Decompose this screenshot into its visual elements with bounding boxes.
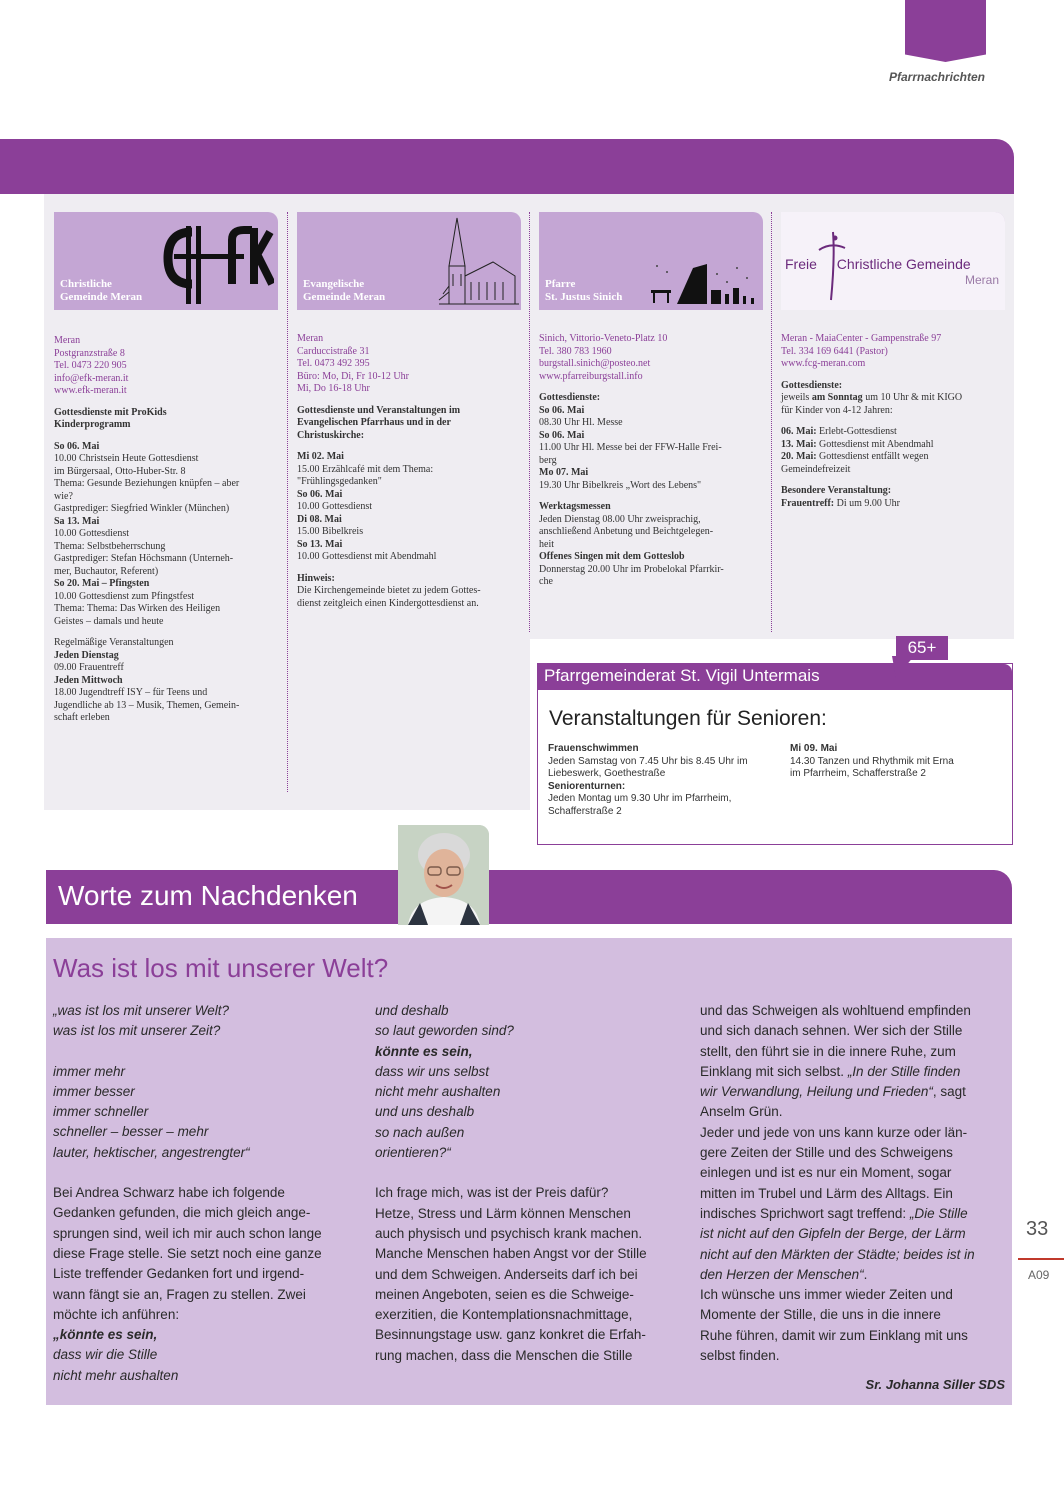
address-block: Sinich, Vittorio-Veneto-Platz 10 Tel. 380 783 1960 burgstall.sinich@posteo.net www.pfarreiburgstall.info <box>539 333 668 382</box>
senior-col-left: Frauenschwimmen Jeden Samstag von 7.45 Uhr bis 8.45 Uhr im Liebeswerk, Goethestraße Seniorenturnen: Jeden Montag um 9.30 Uhr im Pfarrheim, Schafferstraße 2 <box>548 743 748 817</box>
hint-heading: Hinweis: <box>297 572 335 584</box>
card-fcg <box>781 212 1005 310</box>
event-date: Sa 13. Mai <box>54 515 100 527</box>
reflection-heading: Was ist los mit unserer Welt? <box>53 953 389 983</box>
event-date: So 20. Mai – Pfingsten <box>54 578 150 589</box>
efk-logo-icon <box>162 218 274 304</box>
senior-events-box <box>537 663 1013 845</box>
column-divider <box>287 212 288 792</box>
card-title: Pfarre St. Justus Sinich <box>545 278 623 303</box>
heading: Kinderprogramm <box>54 419 131 430</box>
fcg-logo-text: Freie Christliche Gemeinde <box>785 256 971 272</box>
card-evangelisch <box>297 212 521 310</box>
senior-col-right: Mi 09. Mai 14.30 Tanzen und Rhythmik mit Erna im Pfarrheim, Schafferstraße 2 <box>790 743 954 779</box>
card-title: Christliche Gemeinde Meran <box>60 278 143 303</box>
address-block: Meran - MaiaCenter - Gampenstraße 97 Tel. 334 169 6441 (Pastor) www.fcg-meran.com <box>781 333 942 369</box>
subheading: Regelmäßige Veranstaltungen <box>54 637 174 648</box>
column-pfarre: Sinich, Vittorio-Veneto-Platz 10 Tel. 380 783 1960 burgstall.sinich@posteo.net www.pfarreiburgstall.info Gottesdienste: So 06. Mai 08.30 Uhr Hl. Messe So 06. Mai 11.00 Uhr Hl. Messe bei der FFW-Halle Frei- berg Mo 07. Mai 19.30 Uhr Bibelkreis „Wort des Lebens" Werktagsmessen Jeden Dienstag 08.00 Uhr zweisprachig, anschließend Anbetung und Beichtgelegen- heit Offenes Singen mit dem Gotteslob Donnerstag 20.00 Uhr im Probelokal Pfarrkir- che <box>539 333 769 589</box>
column-divider <box>529 212 530 632</box>
church-drawing-icon <box>435 216 521 308</box>
card-efk <box>54 212 278 310</box>
senior-header: Pfarrgemeinderat St. Vigil Untermais <box>538 664 1012 690</box>
senior-title: Veranstaltungen für Senioren: <box>549 707 827 730</box>
column-divider <box>771 212 772 632</box>
section-label: Pfarrnachrichten <box>888 70 985 84</box>
reflection-col-2: und deshalb so laut geworden sind? könnte es sein, dass wir uns selbst nicht mehr aushalten und uns deshalb so nach außen orientieren?“ Ich frage mich, was ist der Preis dafür? Hetze, Stress und Lärm können Menschen auch physisch und psychisch krank machen. Manche Menschen haben Angst vor der Stille und dem Schweigen. Anderseits darf ich bei meinen Angeboten, seien es die Schweige- exerzitien, die Kontemplationsnachmittage, Besinnungstage usw. ganz konkret die Erfah- rung machen, dass die Menschen die Stille <box>375 1003 647 1363</box>
page-number-rule <box>1018 1258 1064 1260</box>
fcg-logo-sub: Meran <box>964 273 999 287</box>
column-evangelisch: Meran Carduccistraße 31 Tel. 0473 492 395 Büro: Mo, Di, Fr 10-12 Uhr Mi, Do 16-18 Uhr Gottesdienste und Veranstaltungen im Evangelischen Pfarrhaus und in der Christuskirche: Mi 02. Mai 15.00 Erzählcafé mit dem Thema: "Frühlingsgedanken" So 06. Mai 10.00 Gottesdienst Di 08. Mai 15.00 Bibelkreis So 13. Mai 10.00 Gottesdienst mit Abendmahl Hinweis: Die Kirchengemeinde bietet zu jedem Gottes- dienst zeitgleich einen Kindergottesdienst an. <box>297 333 525 610</box>
section-tab-marker <box>905 0 986 62</box>
column-fcg: Meran - MaiaCenter - Gampenstraße 97 Tel. 334 169 6441 (Pastor) www.fcg-meran.com Gottesdienste: jeweils am Sonntag um 10 Uhr & mit KIGO für Kinder von 4-12 Jahren: 06. Mai: Erlebt-Gottesdienst 13. Mai: Gottesdienst mit Abendmahl 20. Mai: Gottesdienst entfällt wegen Gemeindefreizeit Besondere Veranstaltung: Frauentreff: Di um 9.00 Uhr <box>781 333 1009 510</box>
event-date: So 06. Mai <box>54 440 100 452</box>
author-signature: Sr. Johanna Siller SDS <box>865 1377 1005 1392</box>
town-silhouette-icon <box>647 256 761 308</box>
heading: Gottesdienste: <box>781 379 843 391</box>
address-block: Meran Carduccistraße 31 Tel. 0473 492 395 Büro: Mo, Di, Fr 10-12 Uhr Mi, Do 16-18 Uhr <box>297 333 409 394</box>
page-code: A09 <box>1028 1268 1050 1282</box>
page-number: 33 <box>1026 1218 1049 1240</box>
card-pfarre <box>539 212 763 310</box>
age-badge: 65+ <box>896 636 948 660</box>
author-photo <box>398 825 489 925</box>
worte-title: Worte zum Nachdenken <box>58 880 358 911</box>
column-efk: Meran Postgranzstraße 8 Tel. 0473 220 905 info@efk-meran.it www.efk-meran.it Gottesdienste mit ProKids Kinderprogramm So 06. Mai 10.00 Christsein Heute Gottesdienst im Bürgersaal, Otto-Huber-Str. 8 Thema: Gesunde Beziehungen knüpfen – aber wie? Gastprediger: Siegfried Winkler (München) Sa 13. Mai 10.00 Gottesdienst Thema: Selbstbeherrschung Gastprediger: Stefan Höchsmann (Unterneh- mer, Buchautor, Referent) So 20. Mai – Pfingsten 10.00 Gottesdienst zum Pfingstfest Thema: Thema: Das Wirken des Heiligen Geistes – damals und heute Regelmäßige Veranstaltungen Jeden Dienstag 09.00 Frauentreff Jeden Mittwoch 18.00 Jugendtreff ISY – für Teens und Jugendliche ab 13 – Musik, Themen, Gemein- schaft erleben <box>54 335 284 725</box>
reflection-col-3: und das Schweigen als wohltuend empfinden und sich danach sehnen. Wer sich der Stille stellt, den führt sie in die innere Ruhe, zum Einklang mit sich selbst. „In der Stille finden wir Verwandlung, Heilung und Frieden“, sagt Anselm Grün. Jeder und jede von uns kann kurze oder län- gere Zeiten der Stille und des Schweigens einlegen und ist es nur ein Moment, sogar mitten im Trubel und Lärm des Alltags. Ein indisches Sprichwort sagt treffend: „Die Stille ist nicht auf den Gipfeln der Berge, der Lärm nicht auf den Märkten der Städte; beides ist in den Herzen der Menschen“. Ich wünsche uns immer wieder Zeiten und Momente der Stille, die uns in die innere Ruhe führen, damit wir zum Einklang mit uns selbst finden. <box>700 1003 975 1364</box>
card-title: Evangelische Gemeinde Meran <box>303 278 386 303</box>
heading: Gottesdienste und Veranstaltungen im Evangelischen Pfarrhaus und in der Christuskirche: <box>297 404 461 441</box>
top-banner <box>0 139 1014 194</box>
reflection-col-1: „was ist los mit unserer Welt? was ist los mit unserer Zeit? immer mehr immer besser immer schneller schneller – besser – mehr lauter, hektischer, angestrengter“ Bei Andrea Schwarz habe ich folgende Gedanken gefunden, die mich gleich ange- sprungen sind, weil ich mir auch schon lange diese Frage stelle. Sie setzt noch eine ganze Liste treffender Gedanken fort und irgend- wann fängt sie an, Fragen zu stellen. Zwei möchte ich anführen: „könnte es sein, dass wir die Stille nicht mehr aushalten <box>53 1003 322 1383</box>
heading: Gottesdienste mit ProKids <box>54 406 167 418</box>
heading: Gottesdienste: <box>539 392 601 403</box>
address-block: Meran Postgranzstraße 8 Tel. 0473 220 905 info@efk-meran.it www.efk-meran.it <box>54 335 129 396</box>
portrait-image <box>398 825 489 925</box>
